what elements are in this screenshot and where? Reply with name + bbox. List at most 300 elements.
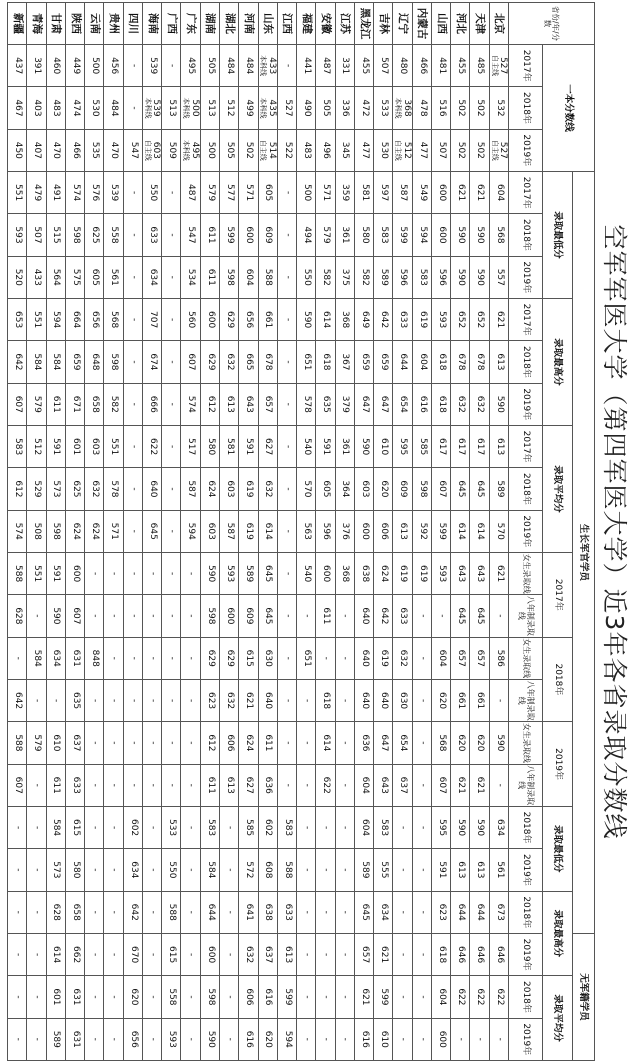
score-cell: - xyxy=(85,806,104,848)
score-cell: 539 xyxy=(142,45,161,87)
score-cell: 507 xyxy=(27,214,46,256)
score-cell: - xyxy=(123,552,142,594)
score-cell: 481 xyxy=(431,45,450,87)
score-cell: 633 xyxy=(142,214,161,256)
score-cell: - xyxy=(85,679,104,721)
score-cell: 479 xyxy=(27,171,46,213)
score-cell: 580 xyxy=(65,849,84,891)
score-cell: 597 xyxy=(374,171,393,213)
score-cell: - xyxy=(85,891,104,933)
score-cell: 589 xyxy=(374,256,393,298)
score-cell: 598 xyxy=(220,256,239,298)
score-cell: 540 xyxy=(297,552,316,594)
score-cell: 563 xyxy=(297,510,316,552)
score-cell: - xyxy=(335,976,354,1018)
score-cell: - xyxy=(123,595,142,637)
score-cell xyxy=(258,129,277,171)
score-cell: 611 xyxy=(200,214,219,256)
score-cell xyxy=(393,87,412,129)
score-cell: - xyxy=(297,1018,316,1060)
score-cell: - xyxy=(104,976,123,1018)
score-cell: - xyxy=(123,383,142,425)
score-cell: - xyxy=(104,849,123,891)
score-cell: 633 xyxy=(393,595,412,637)
score-cell: - xyxy=(123,256,142,298)
score-cell: - xyxy=(104,891,123,933)
score-cell: - xyxy=(162,637,181,679)
score-cell: 645 xyxy=(142,510,161,552)
score-cell: 558 xyxy=(104,214,123,256)
eight-year-line-header: 八年制录取线 xyxy=(509,679,543,721)
score-cell: - xyxy=(104,1018,123,1060)
score-cell: 614 xyxy=(451,510,470,552)
score-cell: 502 xyxy=(470,87,489,129)
score-cell: 604 xyxy=(354,764,373,806)
score-cell: 575 xyxy=(65,256,84,298)
score-cell: 659 xyxy=(65,341,84,383)
score-cell: - xyxy=(489,679,508,721)
score-cell: 507 xyxy=(374,45,393,87)
year-header: 2017年 xyxy=(509,425,543,467)
score-cell: - xyxy=(297,891,316,933)
score-cell: 658 xyxy=(85,383,104,425)
score-cell: 579 xyxy=(200,171,219,213)
score-cell: - xyxy=(297,722,316,764)
score-cell: 590 xyxy=(451,214,470,256)
province-cell: 新疆 xyxy=(8,3,27,45)
score-cell: 625 xyxy=(85,214,104,256)
year-header: 2018年 xyxy=(509,891,543,933)
score-cell: - xyxy=(277,722,296,764)
admission-score-table xyxy=(7,2,595,1061)
score-cell: - xyxy=(470,1018,489,1060)
score-cell: 640 xyxy=(354,679,373,721)
score-cell: 656 xyxy=(239,298,258,340)
score-cell: 584 xyxy=(46,806,65,848)
score-cell: - xyxy=(335,722,354,764)
score-cell: 500 xyxy=(200,129,219,171)
score-cell: 557 xyxy=(489,256,508,298)
score-cell: - xyxy=(297,595,316,637)
score-cell: 590 xyxy=(451,256,470,298)
score-cell xyxy=(258,45,277,87)
score-cell: 470 xyxy=(104,129,123,171)
score-cell: - xyxy=(181,722,200,764)
corner-header-cell: 省份/年/分数 xyxy=(509,3,595,45)
score-cell: 670 xyxy=(123,933,142,975)
score-cell: 513 xyxy=(200,87,219,129)
score-cell: - xyxy=(297,849,316,891)
year-header: 2019年 xyxy=(509,383,543,425)
score-cell: - xyxy=(162,341,181,383)
score-cell: - xyxy=(181,552,200,594)
score-cell: 630 xyxy=(393,679,412,721)
score-cell: 648 xyxy=(85,341,104,383)
score-cell: 505 xyxy=(316,87,335,129)
score-cell: - xyxy=(277,637,296,679)
score-cell: 642 xyxy=(374,595,393,637)
score-cell: 624 xyxy=(85,510,104,552)
score-cell: 633 xyxy=(277,891,296,933)
score-cell: 614 xyxy=(316,298,335,340)
score-cell: 596 xyxy=(316,510,335,552)
score-cell: - xyxy=(220,849,239,891)
score-cell: 605 xyxy=(258,171,277,213)
score-cell: 603 xyxy=(200,510,219,552)
score-cell: 611 xyxy=(46,383,65,425)
score-cell: - xyxy=(412,764,431,806)
province-cell: 内蒙古 xyxy=(412,3,431,45)
score-cell: - xyxy=(277,425,296,467)
table-row xyxy=(8,3,27,1061)
score-cell: 593 xyxy=(8,214,27,256)
table-body xyxy=(8,3,509,1061)
score-cell: 550 xyxy=(162,849,181,891)
score-cell: - xyxy=(85,1018,104,1060)
score-cell: 589 xyxy=(354,849,373,891)
score-cell: 613 xyxy=(489,341,508,383)
score-cell: 484 xyxy=(220,45,239,87)
score-cell: 600 xyxy=(239,214,258,256)
score-cell: 636 xyxy=(354,722,373,764)
score-cell: 632 xyxy=(220,679,239,721)
score-cell: 614 xyxy=(470,510,489,552)
score-cell: 642 xyxy=(8,341,27,383)
score-cell: 618 xyxy=(431,933,450,975)
year-header: 2018年 xyxy=(509,87,543,129)
line-type-note: 自主线 xyxy=(143,139,152,161)
score-cell: 619 xyxy=(393,552,412,594)
score-cell: 641 xyxy=(239,891,258,933)
score-cell: - xyxy=(335,891,354,933)
score-cell: - xyxy=(123,87,142,129)
score-cell: 571 xyxy=(239,171,258,213)
score-cell: - xyxy=(277,171,296,213)
score-cell: 678 xyxy=(451,341,470,383)
score-cell: 678 xyxy=(470,341,489,383)
score-cell: - xyxy=(316,806,335,848)
score-cell: 607 xyxy=(65,595,84,637)
score-cell: - xyxy=(181,806,200,848)
year-header: 2017年 xyxy=(509,298,543,340)
score-cell: 593 xyxy=(162,1018,181,1060)
score-cell: - xyxy=(27,849,46,891)
province-cell: 吉林 xyxy=(374,3,393,45)
score-cell: 604 xyxy=(431,976,450,1018)
score-value: 539 xyxy=(151,99,162,117)
score-cell: 450 xyxy=(8,129,27,171)
score-cell: - xyxy=(123,722,142,764)
score-cell: 466 xyxy=(412,45,431,87)
score-cell: 637 xyxy=(258,933,277,975)
year-header: 2019年 xyxy=(509,129,543,171)
score-cell: 522 xyxy=(277,129,296,171)
score-cell: 598 xyxy=(412,468,431,510)
score-cell: 649 xyxy=(354,298,373,340)
province-cell: 安徽 xyxy=(316,3,335,45)
score-cell xyxy=(393,129,412,171)
province-cell: 山西 xyxy=(431,3,450,45)
score-cell: 550 xyxy=(297,256,316,298)
score-cell: 590 xyxy=(489,722,508,764)
score-cell: 603 xyxy=(220,468,239,510)
score-cell: 590 xyxy=(470,806,489,848)
score-cell: 609 xyxy=(393,468,412,510)
score-cell: 633 xyxy=(65,764,84,806)
score-cell: - xyxy=(27,976,46,1018)
score-cell: 603 xyxy=(354,468,373,510)
score-cell: 589 xyxy=(46,1018,65,1060)
score-cell: 437 xyxy=(8,45,27,87)
score-cell: 644 xyxy=(200,891,219,933)
score-cell: - xyxy=(104,722,123,764)
score-cell: 495 xyxy=(181,45,200,87)
score-cell: 612 xyxy=(200,722,219,764)
score-cell: 596 xyxy=(393,256,412,298)
year-header: 2018年 xyxy=(509,468,543,510)
score-cell: - xyxy=(85,849,104,891)
score-cell: 644 xyxy=(470,891,489,933)
score-cell: 607 xyxy=(8,383,27,425)
score-cell: 578 xyxy=(104,468,123,510)
line-type-note: 本科线 xyxy=(259,55,268,77)
score-cell: 642 xyxy=(123,891,142,933)
score-cell: - xyxy=(162,298,181,340)
score-cell: 331 xyxy=(335,45,354,87)
score-cell: 644 xyxy=(451,891,470,933)
score-cell: 632 xyxy=(393,637,412,679)
score-cell: 632 xyxy=(85,468,104,510)
score-cell: 584 xyxy=(46,341,65,383)
province-cell: 广东 xyxy=(181,3,200,45)
score-cell: 359 xyxy=(335,171,354,213)
score-cell xyxy=(258,87,277,129)
score-cell: 609 xyxy=(239,595,258,637)
province-cell: 海南 xyxy=(142,3,161,45)
score-cell: - xyxy=(277,298,296,340)
score-cell: 634 xyxy=(489,806,508,848)
score-cell: 574 xyxy=(181,383,200,425)
score-cell: 619 xyxy=(412,298,431,340)
score-cell: 470 xyxy=(46,129,65,171)
table-row xyxy=(123,3,142,1061)
table-row xyxy=(162,3,181,1061)
score-cell xyxy=(489,45,508,87)
score-cell: 601 xyxy=(46,976,65,1018)
province-cell: 陕西 xyxy=(65,3,84,45)
table-row xyxy=(46,3,65,1061)
score-cell: 621 xyxy=(470,171,489,213)
province-cell: 江苏 xyxy=(335,3,354,45)
score-cell: 583 xyxy=(277,806,296,848)
score-cell: 643 xyxy=(470,552,489,594)
score-cell xyxy=(142,87,161,129)
score-cell: 613 xyxy=(470,849,489,891)
score-cell: 645 xyxy=(451,595,470,637)
score-cell: 487 xyxy=(316,45,335,87)
score-cell: 620 xyxy=(451,722,470,764)
score-cell: 588 xyxy=(277,849,296,891)
score-cell: 627 xyxy=(239,764,258,806)
score-cell: - xyxy=(412,933,431,975)
score-cell: 577 xyxy=(220,171,239,213)
score-cell: 574 xyxy=(65,171,84,213)
score-cell: - xyxy=(335,595,354,637)
score-cell: 604 xyxy=(239,256,258,298)
province-cell: 黑龙江 xyxy=(354,3,373,45)
score-cell: - xyxy=(8,933,27,975)
score-cell: - xyxy=(162,595,181,637)
score-cell: - xyxy=(220,976,239,1018)
score-cell: - xyxy=(489,764,508,806)
score-cell: 622 xyxy=(451,976,470,1018)
score-cell: 632 xyxy=(258,468,277,510)
score-cell: - xyxy=(162,45,181,87)
score-cell: 533 xyxy=(374,87,393,129)
score-cell: 643 xyxy=(451,552,470,594)
province-cell: 福建 xyxy=(297,3,316,45)
score-cell: 484 xyxy=(239,45,258,87)
score-cell: 599 xyxy=(374,976,393,1018)
score-cell: 661 xyxy=(470,679,489,721)
score-cell: - xyxy=(335,933,354,975)
year-header: 2017年 xyxy=(509,171,543,213)
score-cell: 621 xyxy=(489,552,508,594)
score-cell: 614 xyxy=(316,722,335,764)
score-cell: 600 xyxy=(431,1018,450,1060)
score-cell: - xyxy=(123,425,142,467)
score-cell: 620 xyxy=(374,468,393,510)
score-cell: 652 xyxy=(470,298,489,340)
score-cell: 583 xyxy=(412,256,431,298)
score-cell: 620 xyxy=(123,976,142,1018)
score-cell: 590 xyxy=(470,214,489,256)
score-cell: 600 xyxy=(200,298,219,340)
table-row xyxy=(489,3,508,1061)
score-cell: 640 xyxy=(354,637,373,679)
score-cell: 583 xyxy=(200,806,219,848)
score-cell: - xyxy=(412,1018,431,1060)
score-cell: 593 xyxy=(220,552,239,594)
score-cell xyxy=(181,129,200,171)
score-cell: - xyxy=(142,552,161,594)
score-cell: 612 xyxy=(8,468,27,510)
score-cell: 587 xyxy=(220,510,239,552)
score-cell: 619 xyxy=(239,468,258,510)
score-cell: 568 xyxy=(104,298,123,340)
score-cell: 608 xyxy=(258,849,277,891)
score-cell: - xyxy=(162,510,181,552)
line-type-note: 自主线 xyxy=(490,55,499,77)
score-cell: 611 xyxy=(316,595,335,637)
score-cell: - xyxy=(316,976,335,1018)
line-type-note: 本科线 xyxy=(182,139,191,161)
score-cell: - xyxy=(162,214,181,256)
score-value: 435 xyxy=(266,99,277,117)
score-cell: 629 xyxy=(200,637,219,679)
score-cell: - xyxy=(181,595,200,637)
score-cell: 624 xyxy=(374,552,393,594)
score-cell: 379 xyxy=(335,383,354,425)
score-cell: - xyxy=(104,595,123,637)
score-cell: 645 xyxy=(354,891,373,933)
score-cell: 624 xyxy=(239,722,258,764)
score-cell: - xyxy=(316,933,335,975)
score-cell: - xyxy=(277,45,296,87)
score-cell: 502 xyxy=(239,129,258,171)
score-cell: 631 xyxy=(65,976,84,1018)
score-cell: 500 xyxy=(85,45,104,87)
score-cell: 638 xyxy=(354,552,373,594)
score-cell: - xyxy=(277,214,296,256)
score-cell: 530 xyxy=(85,87,104,129)
score-cell: 591 xyxy=(316,425,335,467)
year-header: 2019年 xyxy=(509,510,543,552)
score-cell: 455 xyxy=(451,45,470,87)
score-cell: 585 xyxy=(412,425,431,467)
score-cell: - xyxy=(104,764,123,806)
score-cell: - xyxy=(142,933,161,975)
score-cell: 612 xyxy=(200,383,219,425)
score-cell: 615 xyxy=(65,806,84,848)
score-value: 514 xyxy=(266,141,277,159)
score-cell: 590 xyxy=(489,383,508,425)
score-cell: 595 xyxy=(393,425,412,467)
score-cell: - xyxy=(335,679,354,721)
score-cell: - xyxy=(27,806,46,848)
score-cell: 606 xyxy=(220,722,239,764)
score-cell: 619 xyxy=(412,552,431,594)
score-cell: 558 xyxy=(162,976,181,1018)
score-cell: 615 xyxy=(239,637,258,679)
score-cell: 645 xyxy=(258,595,277,637)
score-cell: 551 xyxy=(8,171,27,213)
score-cell: 573 xyxy=(46,468,65,510)
score-cell: 579 xyxy=(316,214,335,256)
score-cell: 570 xyxy=(297,468,316,510)
score-cell: 560 xyxy=(181,298,200,340)
table-row xyxy=(393,3,412,1061)
score-cell: 614 xyxy=(46,933,65,975)
score-cell: 364 xyxy=(335,468,354,510)
score-cell: 637 xyxy=(393,764,412,806)
score-cell: - xyxy=(104,679,123,721)
eight-year-line-header: 八年制录取线 xyxy=(509,595,543,637)
score-cell: 491 xyxy=(46,171,65,213)
year-header: 2018年 xyxy=(509,806,543,848)
score-cell: 585 xyxy=(239,806,258,848)
score-cell: - xyxy=(85,552,104,594)
score-cell: 613 xyxy=(393,510,412,552)
table-row xyxy=(27,3,46,1061)
score-cell: 590 xyxy=(200,1018,219,1060)
score-cell: 603 xyxy=(85,425,104,467)
score-cell: 517 xyxy=(181,425,200,467)
score-cell: 673 xyxy=(489,891,508,933)
score-cell: 472 xyxy=(354,87,373,129)
score-cell: - xyxy=(412,849,431,891)
score-cell: 613 xyxy=(220,764,239,806)
score-cell: 588 xyxy=(258,256,277,298)
table-row xyxy=(258,3,277,1061)
year-header: 2018年 xyxy=(509,341,543,383)
score-value: 495 xyxy=(189,141,200,159)
score-cell: 614 xyxy=(258,510,277,552)
score-cell: 512 xyxy=(220,87,239,129)
score-cell: 651 xyxy=(297,341,316,383)
score-cell: - xyxy=(393,933,412,975)
score-cell: - xyxy=(393,976,412,1018)
